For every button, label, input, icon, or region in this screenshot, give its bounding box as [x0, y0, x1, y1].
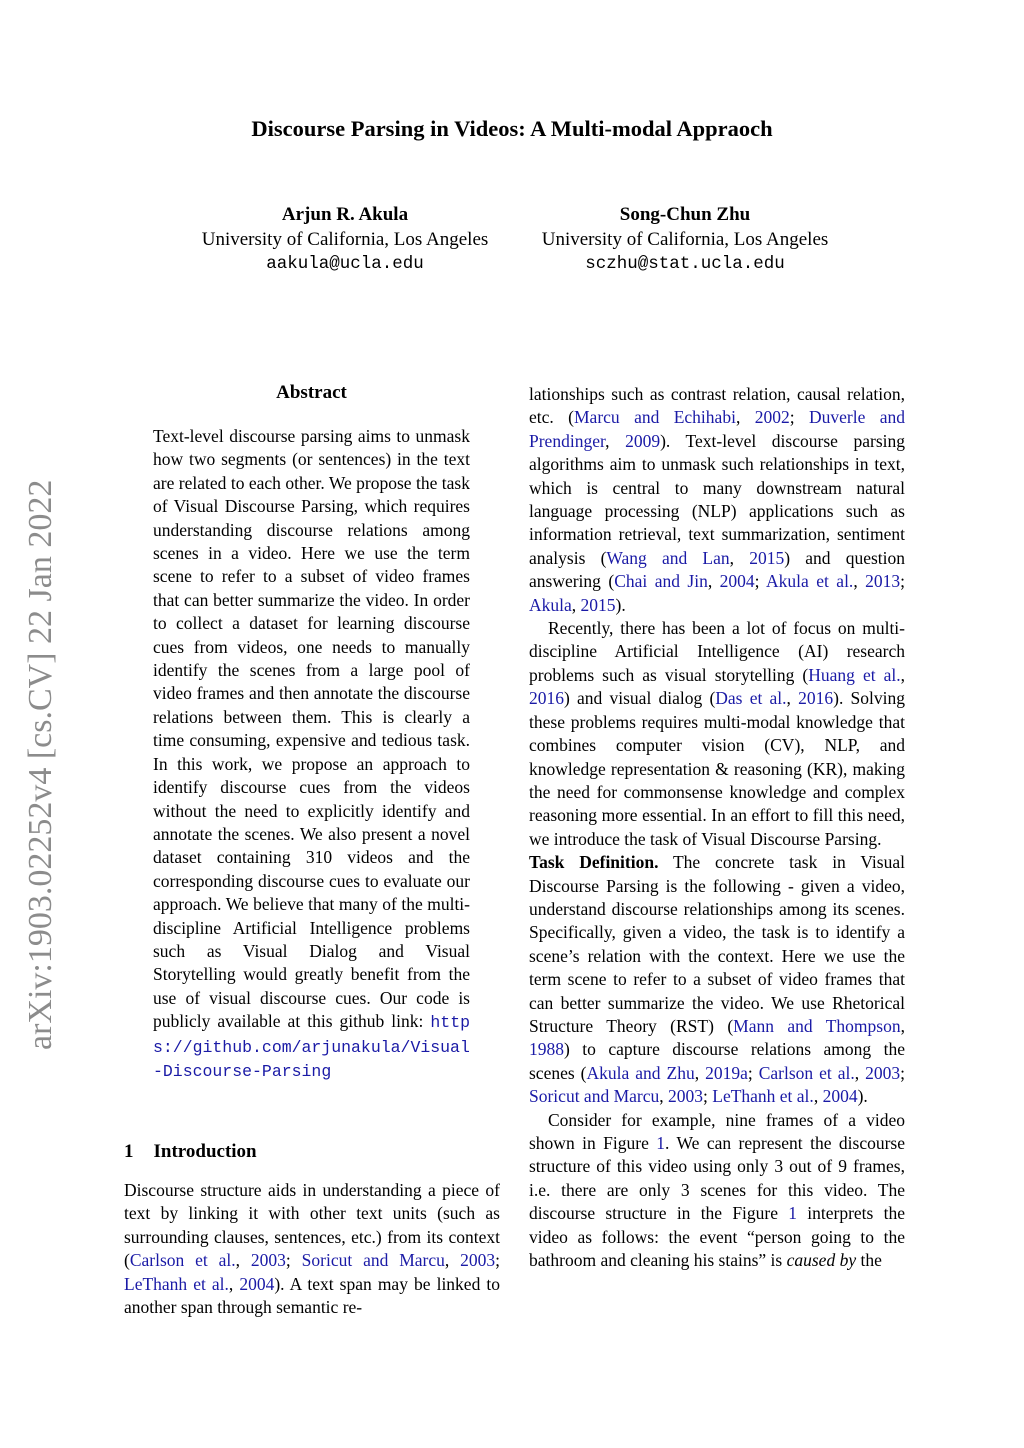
citation-link[interactable]: 2004: [822, 1086, 858, 1107]
text-run: ,: [853, 571, 866, 592]
citation-link[interactable]: 2016: [798, 688, 834, 709]
paragraph: [529, 851, 905, 1108]
text-run: ) and question answering (: [529, 547, 906, 592]
citation-link[interactable]: 2003: [460, 1250, 496, 1271]
author-name: Arjun R. Akula: [281, 204, 409, 225]
text-run: ,: [228, 1273, 240, 1294]
text-run: The concrete task in Visual Discourse Parsing is the following - given a video, understand discourse relationships among its scenes. Specifically, given a video, the task is to identify a scene’s relation with the context. Here we use the term scene to refer to a subset of video frames that can better summarize the video. We use Rhetorical Structure Theory (RST) (: [529, 852, 905, 1036]
citation-link[interactable]: Marcu and Echihabi: [574, 407, 736, 428]
text-run: ) to capture discourse relations among the scenes (: [529, 1039, 905, 1083]
text-run: ;: [789, 407, 809, 428]
text-run: ,: [813, 1086, 823, 1107]
text-run: lationships such as contrast relation, causal relation, etc. (: [529, 384, 905, 428]
paper-title: Discourse Parsing in Videos: A Multi-modal Appraoch: [251, 116, 773, 141]
text-run: ). Solving these problems requires multi-modal knowledge that combines computer vision (CV), NLP, and knowledge representation & reasoning (KR), making the need for commonsense knowledge and complex reasoning more essential. In an effort to fill this need, we introduce the task of Visual Discourse Parsing.: [529, 688, 905, 849]
paragraph: [124, 1179, 500, 1319]
abstract-text: Text-level discourse parsing aims to unmask how two segments (or sentences) in the text are related to each other. We propose the task of Visual Discourse Parsing, which requires understanding discourse relations among scenes in a video. Here we use the term scene to refer to a subset of video frames that can better summarize the video. In order to collect a dataset for learning discourse cues from videos, one needs to manually identify the scenes from a large pool of video frames and then annotate the discourse relations between them. This is clearly a time consuming, expensive and tedious task. In this work, we propose an approach to identify discourse cues from the videos without the need to explicitly identify and annotate the scenes. We also present a novel dataset containing 310 videos and the corresponding discourse cues to evaluate our approach. We believe that many of the multi-discipline Artificial Intelligence problems such as Visual Dialog and Visual Storytelling would greatly benefit from the use of visual discourse cues. Our code is publicly available at this github link:: [153, 426, 470, 1032]
citation-link[interactable]: 2016: [529, 688, 564, 709]
text-run: ,: [735, 407, 755, 428]
citation-link[interactable]: Wang and Lan: [606, 547, 730, 568]
citation-link[interactable]: 1: [656, 1133, 666, 1153]
section-heading-introduction: [124, 1141, 257, 1163]
citation-link[interactable]: 2003: [865, 1062, 901, 1083]
text-run: Discourse structure aids in understanding a piece of text by linking it with other text units (such as surrounding clauses, sentences, etc.) from its context (: [124, 1180, 500, 1271]
citation-link[interactable]: 1988: [529, 1039, 564, 1060]
text-run: ;: [754, 571, 767, 592]
github-link[interactable]: https://github.com/arjunakula/Visual-Discourse-Parsing: [153, 1013, 470, 1081]
author-affiliation: University of California, Los Angeles: [201, 228, 489, 250]
text-run: ) and visual dialog (: [564, 688, 716, 709]
text-run: ,: [694, 1062, 706, 1083]
text-run: ,: [900, 1015, 905, 1036]
citation-link[interactable]: 2003: [668, 1086, 703, 1107]
citation-link[interactable]: Carlson et al.: [758, 1062, 855, 1083]
author-block-1: [180, 203, 510, 277]
text-run: ;: [495, 1250, 500, 1271]
text-run: ).: [857, 1086, 868, 1107]
text-run: the: [856, 1250, 882, 1271]
text-run: ;: [900, 571, 906, 592]
citation-link[interactable]: Akula: [529, 594, 572, 615]
citation-link[interactable]: 2015: [749, 547, 785, 568]
text-run: ,: [854, 1062, 866, 1083]
text-run: ).: [615, 594, 626, 615]
citation-link[interactable]: LeThanh et al.: [124, 1273, 229, 1294]
text-run: interprets the video as follows: the event “person going to the bathroom and cleaning his stains” is: [529, 1203, 905, 1271]
text-run: ,: [605, 430, 626, 451]
abstract-heading: Abstract: [276, 382, 347, 403]
italic-text: caused by: [786, 1250, 857, 1271]
text-run: ,: [729, 547, 750, 568]
citation-link[interactable]: Chai and Jin: [614, 571, 708, 592]
citation-link[interactable]: 2015: [580, 594, 616, 615]
introduction-left-column: [124, 1179, 500, 1319]
text-run: ,: [900, 664, 905, 685]
text-run: ;: [285, 1250, 302, 1271]
text-run: Consider for example, nine frames of a video shown in Figure: [529, 1109, 905, 1153]
text-run: ,: [786, 688, 799, 709]
citation-link[interactable]: Soricut and Marcu: [301, 1250, 445, 1271]
author-affiliation: University of California, Los Angeles: [541, 228, 829, 250]
citation-link[interactable]: 2004: [239, 1273, 275, 1294]
text-run: ;: [900, 1062, 906, 1083]
section-title: Introduction: [153, 1141, 257, 1162]
text-run: ). A text span may be linked to another span through semantic re-: [124, 1273, 500, 1318]
citation-link[interactable]: Duverle and Prendinger: [529, 407, 906, 451]
text-run: ,: [235, 1250, 251, 1271]
text-run: ). Text-level discourse parsing algorithms aim to unmask such relationships in text, which is central to many downstream natural language processing (NLP) applications such as information retrieval, text summarization, sentiment analysis (: [529, 430, 906, 568]
section-number: 1: [124, 1141, 134, 1162]
author-name: Song-Chun Zhu: [619, 204, 751, 225]
citation-link[interactable]: 2019a: [705, 1062, 748, 1083]
author-email: sczhu@stat.ucla.edu: [585, 254, 785, 274]
citation-link[interactable]: Soricut and Marcu: [529, 1086, 660, 1107]
author-email: aakula@ucla.edu: [266, 254, 424, 274]
text-run: ,: [444, 1250, 461, 1271]
text-run: ;: [703, 1086, 713, 1107]
right-column: [529, 383, 905, 1272]
text-run: ,: [571, 594, 581, 615]
citation-link[interactable]: Akula and Zhu: [586, 1062, 695, 1083]
bold-run-in-heading: Task Definition.: [529, 852, 659, 873]
author-block-2: [520, 203, 850, 277]
paragraph: [529, 383, 905, 617]
citation-link[interactable]: 2013: [865, 571, 901, 592]
citation-link[interactable]: Das et al.: [715, 688, 787, 709]
text-run: Recently, there has been a lot of focus on multi-discipline Artificial Intelligence (AI) research problems such as visual storytelling (: [529, 618, 905, 685]
paragraph: [529, 1109, 905, 1273]
paragraph: [529, 617, 905, 851]
citation-link[interactable]: 2004: [719, 571, 755, 592]
citation-link[interactable]: 1: [788, 1203, 798, 1224]
text-run: ,: [659, 1086, 668, 1107]
citation-link[interactable]: Akula et al.: [766, 571, 854, 592]
citation-link[interactable]: LeThanh et al.: [712, 1086, 814, 1107]
citation-link[interactable]: 2003: [250, 1250, 286, 1271]
citation-link[interactable]: Carlson et al.: [129, 1250, 236, 1271]
text-run: ;: [747, 1062, 759, 1083]
text-run: ,: [707, 571, 720, 592]
citation-link[interactable]: Mann and Thompson: [733, 1015, 901, 1036]
citation-link[interactable]: Huang et al.: [808, 664, 901, 685]
arxiv-identifier: arXiv:1903.02252v4 [cs.CV] 22 Jan 2022: [22, 479, 59, 1050]
citation-link[interactable]: 2002: [754, 407, 790, 428]
text-run: . We can represent the discourse structure of this video using only 3 out of 9 frames, i.e. there are only 3 scenes for this video. The discourse structure in the Figure: [529, 1133, 905, 1224]
abstract-body: [153, 425, 470, 1083]
citation-link[interactable]: 2009: [625, 430, 661, 451]
